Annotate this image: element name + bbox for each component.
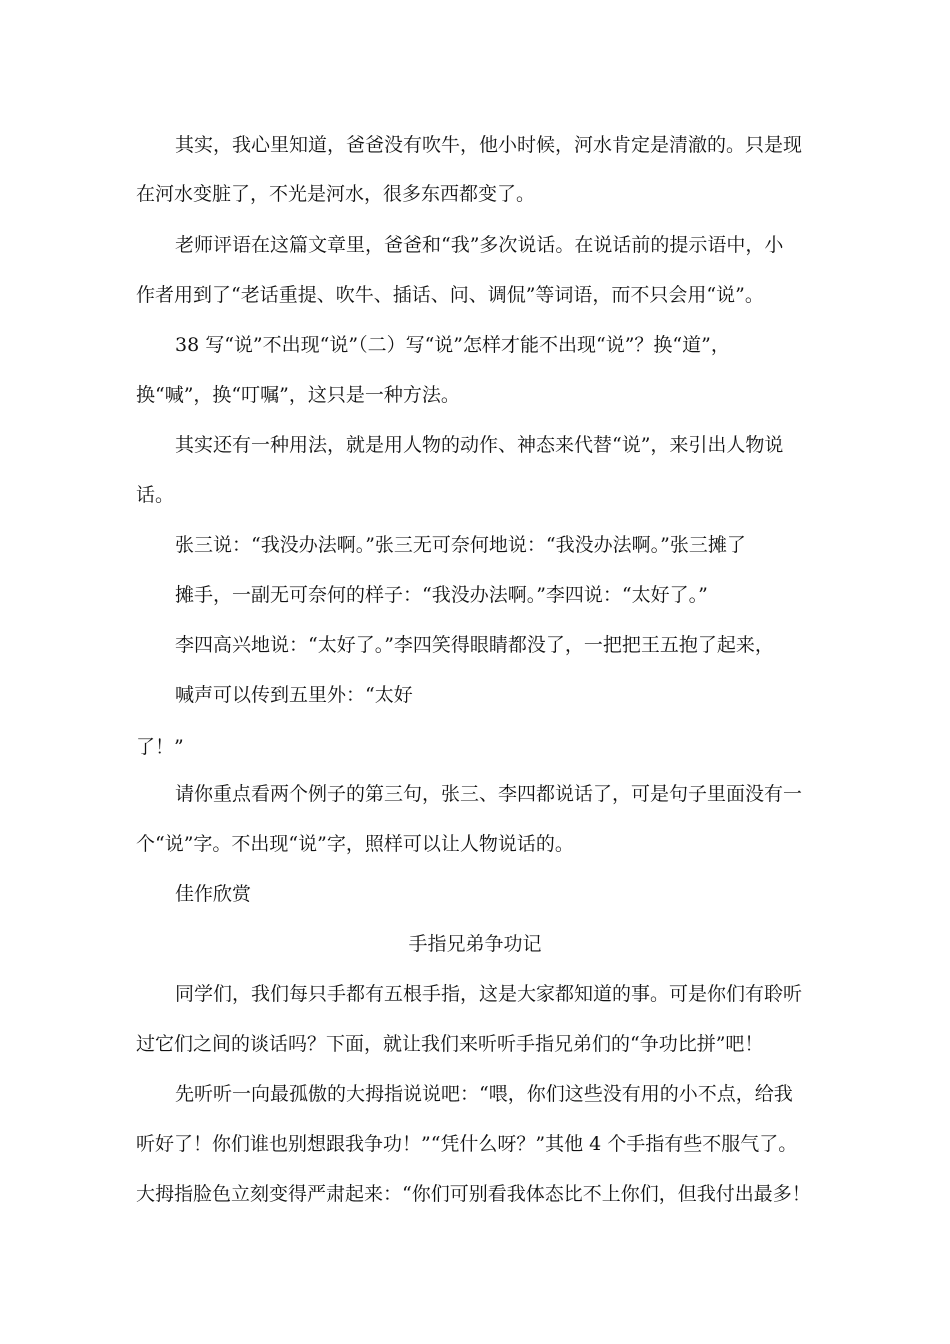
paragraph-line: 其实还有一种用法，就是用人物的动作、神态来代替“说”，来引出人物说 <box>175 434 784 456</box>
paragraph-line: 换“喊”，换“叮嘱”，这只是一种方法。 <box>136 384 460 406</box>
paragraph-line: 请你重点看两个例子的第三句，张三、李四都说话了，可是句子里面没有一 <box>175 783 803 805</box>
essay-title: 手指兄弟争功记 <box>408 933 542 955</box>
paragraph-line: 其实，我心里知道，爸爸没有吹牛，他小时候，河水肯定是清澈的。只是现 <box>175 134 803 156</box>
paragraph-line: 大拇指脸色立刻变得严肃起来：“你们可别看我体态比不上你们，但我付出最多！ <box>136 1183 811 1205</box>
paragraph-line: 38 写“说”不出现“说”（二）写“说”怎样才能不出现“说”？换“道”， <box>175 334 730 356</box>
paragraph-line: 作者用到了“老话重提、吹牛、插话、问、调侃”等词语，而不只会用“说”。 <box>136 284 764 306</box>
paragraph-line: 老师评语在这篇文章里，爸爸和“我”多次说话。在说话前的提示语中，小 <box>175 234 784 256</box>
paragraph-line: 在河水变脏了，不光是河水，很多东西都变了。 <box>136 183 536 205</box>
paragraph-line: 话。 <box>136 484 175 506</box>
section-heading: 佳作欣赏 <box>175 883 252 905</box>
paragraph-line: 了！” <box>136 736 184 758</box>
paragraph-line: 过它们之间的谈话吗？下面，就让我们来听听手指兄弟们的“争功比拼”吧！ <box>136 1033 764 1055</box>
paragraph-line: 个“说”字。不出现“说”字，照样可以让人物说话的。 <box>136 833 574 855</box>
paragraph-line: 听好了！你们谁也别想跟我争功！”“凭什么呀？”其他 4 个手指有些不服气了。 <box>136 1133 798 1155</box>
paragraph-line: 先听听一向最孤傲的大拇指说说吧：“喂，你们这些没有用的小不点，给我 <box>175 1083 793 1105</box>
paragraph-line: 同学们，我们每只手都有五根手指，这是大家都知道的事。可是你们有聆听 <box>175 983 803 1005</box>
paragraph-line: 摊手，一副无可奈何的样子：“我没办法啊。”李四说：“太好了。” <box>175 584 708 606</box>
paragraph-line: 喊声可以传到五里外：“太好 <box>175 684 413 706</box>
paragraph-line: 张三说：“我没办法啊。”张三无可奈何地说：“我没办法啊。”张三摊了 <box>175 534 746 556</box>
paragraph-line: 李四高兴地说：“太好了。”李四笑得眼睛都没了，一把把王五抱了起来， <box>175 634 774 656</box>
